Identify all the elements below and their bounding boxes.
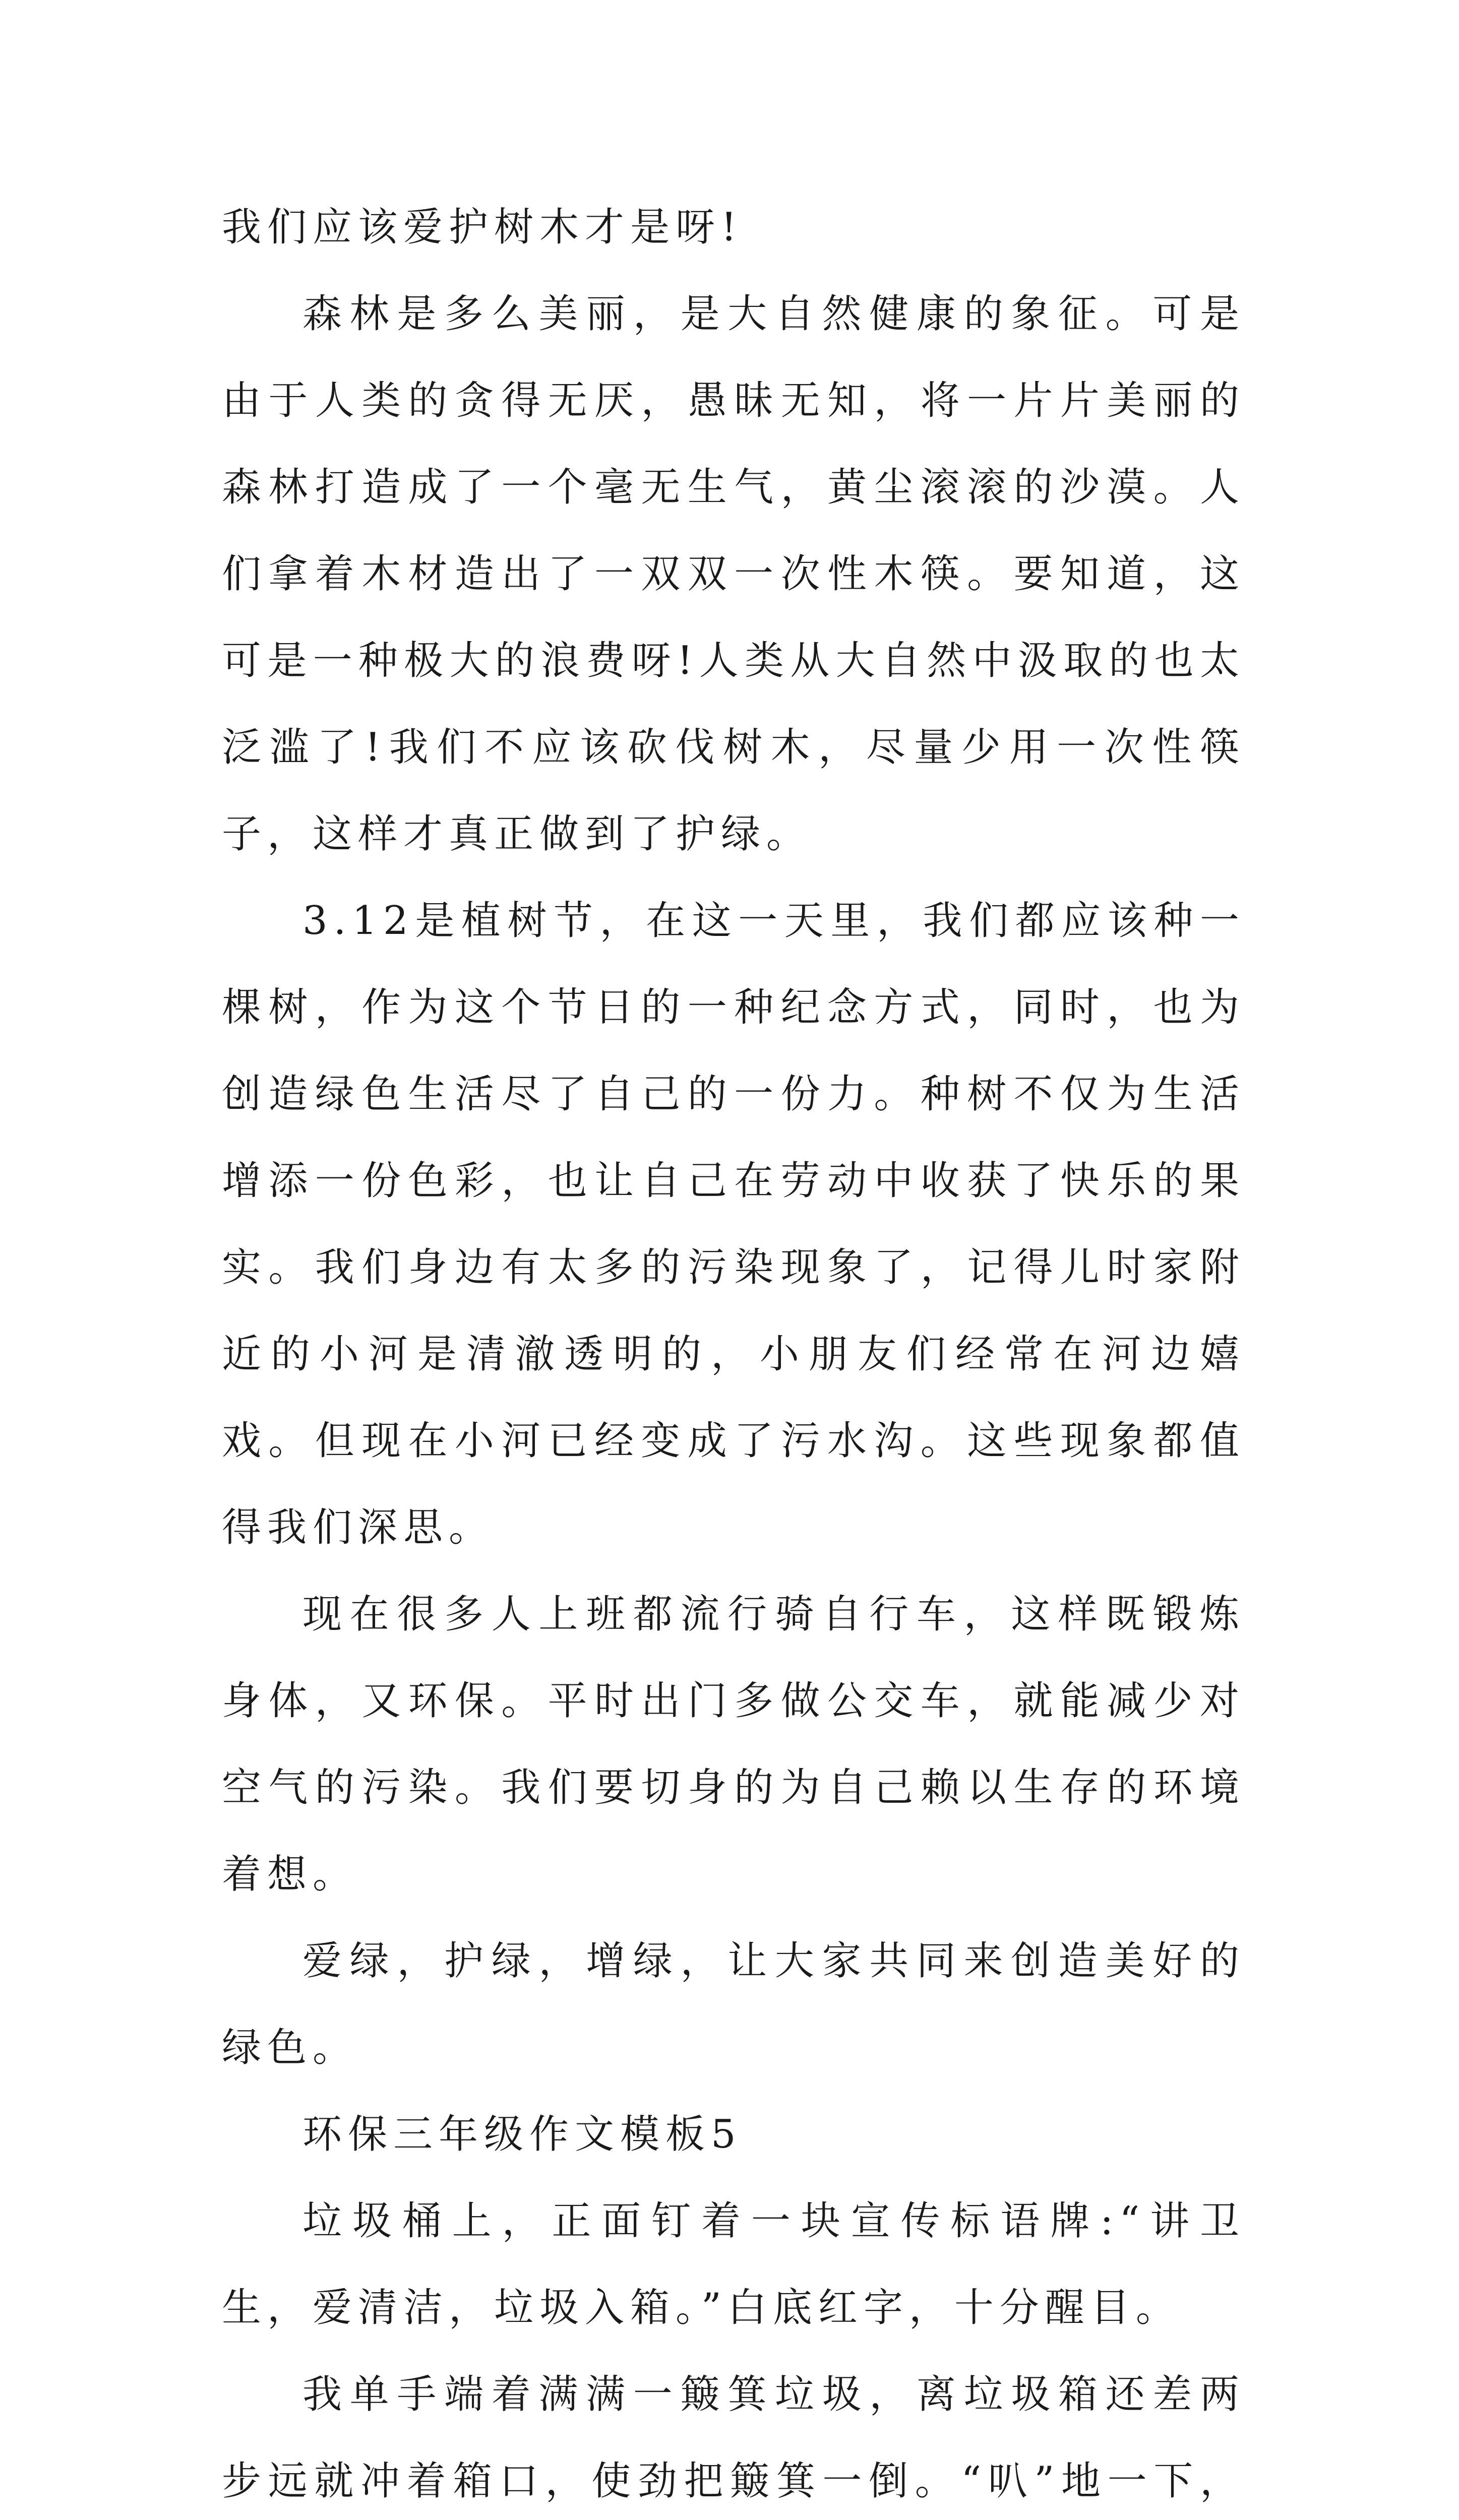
section-heading: 环保三年级作文模板5 (302, 2112, 742, 2157)
paragraph-2: 森林是多么美丽，是大自然健康的象征。可是由于人类的贪得无厌，愚昧无知，将一片片美丽的森林打造成了一个毫无生气，黄尘滚滚的沙漠。人们拿着木材造出了一双双一次性木筷。要知道，这可是一种极大的浪费呀!人类从大自然中汲取的也太泛滥了!我们不应该砍伐树木，尽量少用一次性筷子，这样才真正做到了护绿。 (222, 291, 1245, 857)
document-body (222, 184, 1245, 2520)
paragraph-1: 我们应该爱护树木才是呀! (222, 205, 743, 250)
paragraph-5: 爱绿，护绿，增绿，让大家共同来创造美好的绿色。 (222, 1938, 1245, 2070)
paragraph-4: 现在很多人上班都流行骑自行车，这样既锻炼身体，又环保。平时出门多做公交车，就能减少对空气的污染。我们要切身的为自己赖以生存的环境着想。 (222, 1592, 1245, 1897)
paragraph-7: 我单手端着满满一簸箕垃圾，离垃圾箱还差两步远就冲着箱口，使劲把簸箕一倒。“叭”地一下， (222, 2372, 1245, 2504)
paragraph-6: 垃圾桶上，正面钉着一块宣传标语牌:“讲卫生，爱清洁，垃圾入箱。”白底红字，十分醒目。 (222, 2198, 1245, 2330)
paragraph-3: 3.12是植树节，在这一天里，我们都应该种一棵树，作为这个节日的一种纪念方式，同时，也为创造绿色生活尽了自己的一份力。种树不仅为生活增添一份色彩，也让自己在劳动中收获了快乐的果实。我们身边有太多的污染现象了，记得儿时家附近的小河是清澈透明的，小朋友们经常在河边嬉戏。但现在小河已经变成了污水沟。这些现象都值得我们深思。 (222, 898, 1245, 1550)
